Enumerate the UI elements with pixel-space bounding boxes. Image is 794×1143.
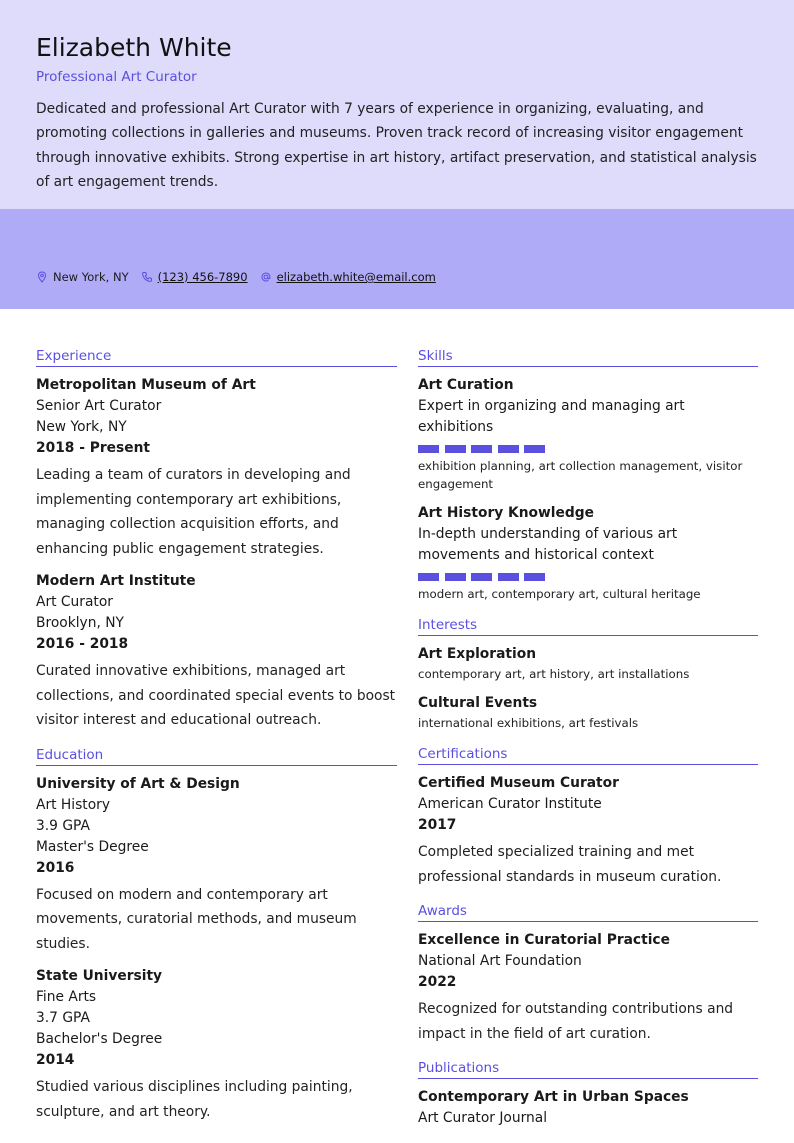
experience-heading: Experience xyxy=(36,348,397,367)
skill-entry xyxy=(418,503,758,603)
certification-entry xyxy=(418,773,758,889)
skill-level-bars xyxy=(418,573,758,581)
education-entry xyxy=(36,966,397,1124)
education-entry xyxy=(36,774,397,957)
award-issuer: National Art Foundation xyxy=(418,953,582,969)
education-gpa: 3.7 GPA xyxy=(36,1010,90,1026)
right-column xyxy=(418,348,758,1143)
education-school: University of Art & Design xyxy=(36,775,240,792)
skill-keywords: modern art, contemporary art, cultural heritage xyxy=(418,587,701,601)
contact-bar xyxy=(0,209,794,309)
skill-level-bar xyxy=(498,445,519,453)
award-description: Recognized for outstanding contributions and impact in the field of art curation. xyxy=(418,1001,734,1042)
skill-keywords: exhibition planning, art collection management, visitor engagement xyxy=(418,459,743,491)
experience-description: Curated innovative exhibitions, managed art collections, and coordinated special events to boost visitor interest and educational outreach. xyxy=(36,663,396,728)
experience-entry xyxy=(36,375,397,561)
publication-title: Contemporary Art in Urban Spaces xyxy=(418,1089,689,1105)
skill-level-bar xyxy=(445,445,466,453)
candidate-name: Elizabeth White xyxy=(36,33,232,62)
award-entry xyxy=(418,930,758,1046)
certification-year: 2017 xyxy=(418,817,457,833)
certification-issuer: American Curator Institute xyxy=(418,796,602,812)
skill-level-bar xyxy=(498,573,519,581)
education-heading: Education xyxy=(36,747,397,766)
candidate-title: Professional Art Curator xyxy=(36,68,197,85)
education-description: Studied various disciplines including painting, sculpture, and art theory. xyxy=(36,1079,353,1120)
email-link[interactable]: elizabeth.white@email.com xyxy=(276,270,436,284)
skills-section xyxy=(418,348,758,603)
education-gpa: 3.9 GPA xyxy=(36,817,90,834)
skill-level-bar xyxy=(445,573,466,581)
award-name: Excellence in Curatorial Practice xyxy=(418,932,670,948)
contact-location xyxy=(36,270,129,284)
resume-header xyxy=(0,0,794,209)
experience-description: Leading a team of curators in developing and implementing contemporary art exhibitions, managing collection acquisition efforts, and enhancing public engagement strategies. xyxy=(36,467,351,557)
experience-org: Metropolitan Museum of Art xyxy=(36,377,256,393)
experience-entry xyxy=(36,571,397,733)
location-text: New York, NY xyxy=(53,270,129,284)
skill-name: Art History Knowledge xyxy=(418,505,594,521)
publications-heading: Publications xyxy=(418,1060,758,1079)
education-degree: Bachelor's Degree xyxy=(36,1031,163,1047)
education-field: Fine Arts xyxy=(36,989,97,1005)
interests-section xyxy=(418,617,758,732)
interest-entry xyxy=(418,693,758,732)
contact-phone xyxy=(141,270,248,284)
experience-dates: 2016 - 2018 xyxy=(36,636,129,652)
left-column xyxy=(36,348,397,1143)
skill-level-bar xyxy=(524,573,545,581)
at-sign-icon xyxy=(260,271,272,283)
interest-name: Art Exploration xyxy=(418,646,537,662)
education-field: Art History xyxy=(36,796,110,813)
skill-description: In-depth understanding of various art movements and historical context xyxy=(418,526,678,563)
awards-heading: Awards xyxy=(418,903,758,922)
experience-role: Art Curator xyxy=(36,594,113,610)
interest-name: Cultural Events xyxy=(418,695,538,711)
skill-entry xyxy=(418,375,758,493)
phone-link[interactable]: (123) 456-7890 xyxy=(157,270,248,284)
certifications-section xyxy=(418,746,758,889)
education-year: 2016 xyxy=(36,859,75,876)
experience-section xyxy=(36,348,397,733)
summary: Dedicated and professional Art Curator with 7 years of experience in organizing, evaluating, and promoting collections in galleries and museums. Proven track record of increasing visitor engagement through innovative exhibits. Strong expertise in art history, artifact preservation, and statistical analysis of art engagement trends. xyxy=(36,100,757,190)
education-school: State University xyxy=(36,968,163,984)
contact-email xyxy=(260,270,436,284)
education-description: Focused on modern and contemporary art movements, curatorial methods, and museum studies. xyxy=(36,886,357,952)
education-section xyxy=(36,747,397,1125)
experience-location: Brooklyn, NY xyxy=(36,615,124,631)
experience-role: Senior Art Curator xyxy=(36,398,162,414)
skill-level-bar xyxy=(471,445,492,453)
certification-name: Certified Museum Curator xyxy=(418,775,619,791)
interests-heading: Interests xyxy=(418,617,758,636)
skills-heading: Skills xyxy=(418,348,758,367)
skill-level-bar xyxy=(471,573,492,581)
interest-keywords: international exhibitions, art festivals xyxy=(418,716,639,730)
phone-icon xyxy=(141,271,153,283)
publications-section xyxy=(418,1060,758,1129)
resume-body xyxy=(0,309,794,1143)
awards-section xyxy=(418,903,758,1046)
interest-entry xyxy=(418,644,758,683)
publication-publisher: Art Curator Journal xyxy=(418,1110,548,1126)
education-year: 2014 xyxy=(36,1052,75,1068)
skill-name: Art Curation xyxy=(418,377,514,393)
certification-description: Completed specialized training and met professional standards in museum curation. xyxy=(418,844,722,885)
experience-dates: 2018 - Present xyxy=(36,440,150,456)
location-pin-icon xyxy=(36,271,48,283)
education-degree: Master's Degree xyxy=(36,838,149,855)
experience-location: New York, NY xyxy=(36,419,127,435)
skill-description: Expert in organizing and managing art exhibitions xyxy=(418,398,685,435)
interest-keywords: contemporary art, art history, art installations xyxy=(418,667,690,681)
skill-level-bars xyxy=(418,445,758,453)
skill-level-bar xyxy=(524,445,545,453)
certifications-heading: Certifications xyxy=(418,746,758,765)
award-year: 2022 xyxy=(418,974,457,990)
experience-org: Modern Art Institute xyxy=(36,573,196,589)
skill-level-bar xyxy=(418,573,439,581)
skill-level-bar xyxy=(418,445,439,453)
